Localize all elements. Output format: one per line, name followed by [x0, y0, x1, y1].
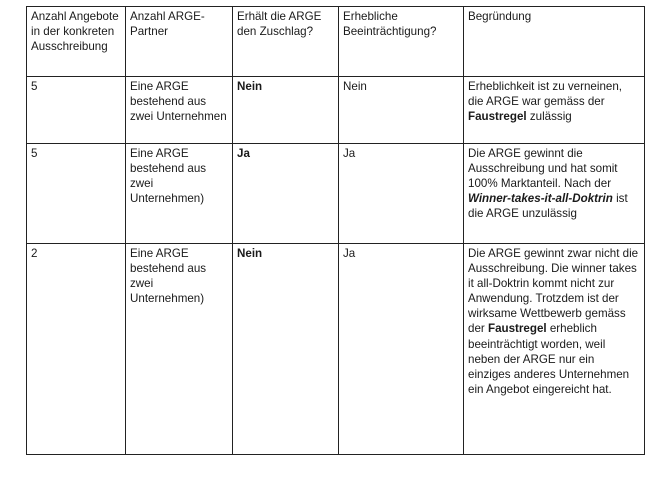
body-text: ist die ARGE unzulässig	[468, 192, 628, 221]
cell-beeintraechtigung: Ja	[339, 144, 464, 244]
header-anzahl-arge-partner: Anzahl ARGE-Partner	[126, 7, 233, 77]
body-text: zulässig	[526, 110, 572, 124]
arge-table	[26, 6, 645, 455]
cell-begruendung	[464, 77, 645, 144]
table-row	[27, 77, 645, 144]
cell-zuschlag: Nein	[233, 77, 339, 144]
cell-partner: Eine ARGE bestehend aus zwei Unternehmen)	[126, 144, 233, 244]
cell-begruendung	[464, 244, 645, 455]
table-row	[27, 244, 645, 455]
header-zuschlag: Erhält die ARGE den Zuschlag?	[233, 7, 339, 77]
cell-beeintraechtigung: Nein	[339, 77, 464, 144]
cell-begruendung	[464, 144, 645, 244]
header-beeintraechtigung: Erhebliche Beeinträchtigung?	[339, 7, 464, 77]
cell-partner: Eine ARGE bestehend aus zwei Unternehmen)	[126, 244, 233, 455]
table-header-row	[27, 7, 645, 77]
cell-angebote: 5	[27, 144, 126, 244]
cell-angebote: 5	[27, 77, 126, 144]
body-text: Erheblichkeit ist zu verneinen, die ARGE war gemäss der	[468, 80, 623, 109]
cell-beeintraechtigung: Ja	[339, 244, 464, 455]
cell-angebote: 2	[27, 244, 126, 455]
cell-partner: Eine ARGE bestehend aus zwei Unternehmen	[126, 77, 233, 144]
emphasis-text: Faustregel	[468, 110, 527, 124]
cell-zuschlag: Nein	[233, 244, 339, 455]
body-text: Die ARGE gewinnt die Ausschreibung und hat somit 100% Marktanteil. Nach der	[468, 147, 618, 191]
emphasis-text: Winner-takes-it-all-Doktrin	[468, 192, 613, 206]
body-text: erheblich beeinträchtigt worden, weil neben der ARGE nur ein einziges anderes Unternehmen ein Angebot eingereicht hat.	[468, 322, 630, 396]
document-page	[26, 6, 645, 455]
emphasis-text: Faustregel	[487, 322, 547, 336]
body-text: Die ARGE gewinnt zwar nicht die Ausschreibung. Die winner takes it all-Doktrin kommt nicht zur Anwendung. Trotzdem ist der wirksame Wettbewerb gemäss der	[468, 247, 639, 336]
header-begruendung: Begründung	[464, 7, 645, 77]
table-row	[27, 144, 645, 244]
cell-zuschlag: Ja	[233, 144, 339, 244]
header-anzahl-angebote: Anzahl Angebote in der konkreten Ausschreibung	[27, 7, 126, 77]
